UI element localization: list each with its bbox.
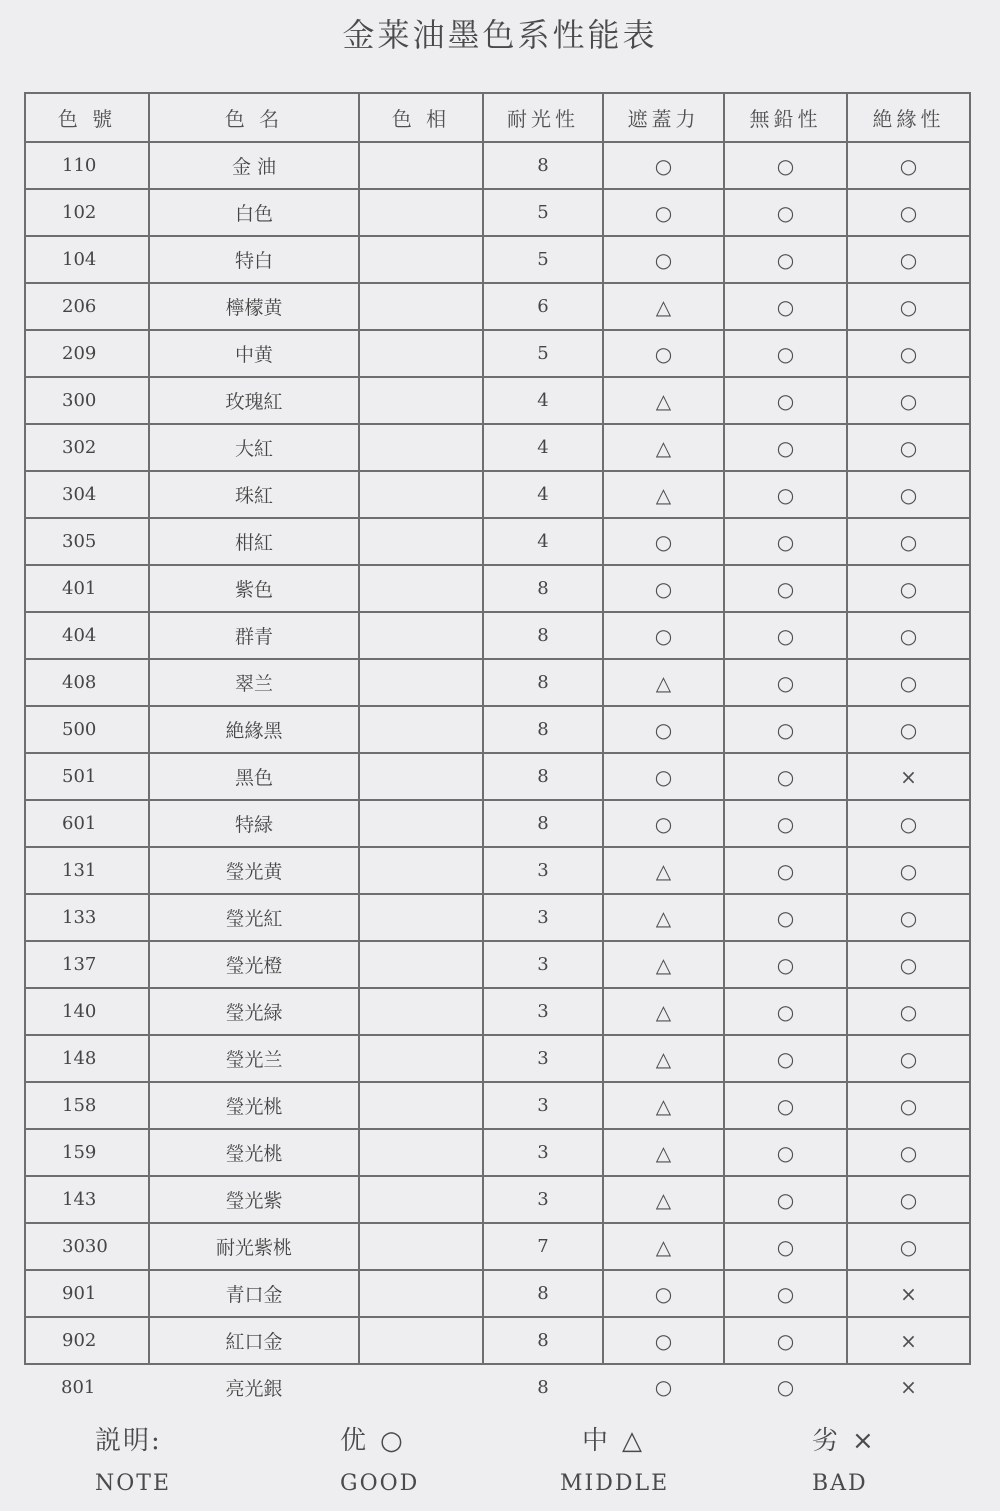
middle-triangle-icon: △: [622, 1426, 645, 1456]
legend-note-en: NOTE: [95, 1471, 172, 1496]
cell-color-code: 401: [25, 565, 149, 612]
legend-good: [340, 1420, 419, 1496]
cell-lead-free: ○: [724, 283, 847, 330]
cell-lead-free: ○: [724, 1317, 847, 1364]
page-title: 金莱油墨色系性能表: [342, 16, 658, 54]
cell-color-name: 青口金: [149, 1270, 359, 1317]
cell-opacity: ○: [603, 753, 724, 800]
cell-color-code: 209: [25, 330, 149, 377]
header-hue: 色 相: [359, 93, 483, 142]
cell-hue: [359, 1364, 483, 1409]
cell-insulation: ○: [847, 988, 970, 1035]
legend: [0, 1420, 1000, 1510]
cell-insulation: ○: [847, 518, 970, 565]
cell-insulation: ○: [847, 377, 970, 424]
table-row: [25, 471, 970, 518]
cell-color-name: 玫瑰紅: [149, 377, 359, 424]
cell-insulation: ×: [900, 1375, 917, 1399]
header-lightfastness: 耐光性: [483, 93, 603, 142]
cell-lead-free: ○: [724, 800, 847, 847]
cell-color-name: 中黄: [149, 330, 359, 377]
cell-insulation: ○: [847, 283, 970, 330]
table-row: [25, 706, 970, 753]
cell-color-name: 特緑: [149, 800, 359, 847]
cell-color-name: 絶緣黑: [149, 706, 359, 753]
cell-lead-free: ○: [724, 330, 847, 377]
cell-lightfastness: 8: [483, 1270, 603, 1317]
table-row: [25, 565, 970, 612]
cell-insulation: ○: [847, 800, 970, 847]
cell-insulation: ○: [847, 1035, 970, 1082]
cell-color-code: 404: [25, 612, 149, 659]
table-row: [25, 424, 970, 471]
cell-lightfastness: 5: [483, 330, 603, 377]
cell-hue: [359, 330, 483, 377]
cell-color-code: 302: [25, 424, 149, 471]
cell-insulation: ○: [847, 894, 970, 941]
cell-insulation: ○: [847, 659, 970, 706]
table-row: [25, 1176, 970, 1223]
legend-middle-en: MIDDLE: [560, 1471, 670, 1496]
cell-color-code: 304: [25, 471, 149, 518]
cell-insulation: ○: [847, 612, 970, 659]
cell-opacity: △: [603, 847, 724, 894]
cell-opacity: △: [603, 659, 724, 706]
cell-insulation: ○: [847, 847, 970, 894]
cell-hue: [359, 471, 483, 518]
cell-hue: [359, 894, 483, 941]
cell-lead-free: ○: [724, 612, 847, 659]
cell-color-name: 翠兰: [149, 659, 359, 706]
cell-lead-free: ○: [776, 1375, 795, 1399]
cell-color-name: 群青: [149, 612, 359, 659]
cell-hue: [359, 142, 483, 189]
table-row: [25, 1317, 970, 1364]
cell-color-name: 瑩光桃: [149, 1129, 359, 1176]
cell-lightfastness: 8: [483, 753, 603, 800]
cell-lightfastness: 8: [537, 1376, 549, 1398]
cell-lead-free: ○: [724, 847, 847, 894]
cell-color-name: 瑩光桃: [149, 1082, 359, 1129]
cell-color-name: 瑩光橙: [149, 941, 359, 988]
cell-hue: [359, 189, 483, 236]
cell-color-code: 131: [25, 847, 149, 894]
cell-opacity: ○: [603, 565, 724, 612]
cell-hue: [359, 1270, 483, 1317]
cell-lightfastness: 8: [483, 142, 603, 189]
table-row: [25, 800, 970, 847]
cell-lead-free: ○: [724, 377, 847, 424]
cell-hue: [359, 424, 483, 471]
cell-lightfastness: 4: [483, 471, 603, 518]
cell-lead-free: ○: [724, 1270, 847, 1317]
cell-opacity: △: [603, 988, 724, 1035]
header-opacity: 遮蓋力: [603, 93, 724, 142]
cell-opacity: △: [603, 1035, 724, 1082]
header-color-code: 色 號: [25, 93, 149, 142]
cell-lightfastness: 4: [483, 377, 603, 424]
cell-lead-free: ○: [724, 988, 847, 1035]
cell-color-name: 瑩光紫: [149, 1176, 359, 1223]
cell-color-code: 901: [25, 1270, 149, 1317]
cell-lightfastness: 6: [483, 283, 603, 330]
cell-lightfastness: 3: [483, 941, 603, 988]
cell-color-name: 柑紅: [149, 518, 359, 565]
cell-opacity: ○: [603, 1317, 724, 1364]
cell-color-code: 159: [25, 1129, 149, 1176]
table-row: [25, 988, 970, 1035]
good-circle-icon: ○: [380, 1426, 405, 1456]
cell-lead-free: ○: [724, 1035, 847, 1082]
bad-cross-icon: ×: [852, 1426, 876, 1456]
cell-lightfastness: 8: [483, 1317, 603, 1364]
cell-color-code: 501: [25, 753, 149, 800]
cell-color-code: 137: [25, 941, 149, 988]
cell-color-code: 143: [25, 1176, 149, 1223]
cell-lead-free: ○: [724, 471, 847, 518]
cell-color-name: 瑩光黄: [149, 847, 359, 894]
cell-insulation: ○: [847, 471, 970, 518]
table-row: [25, 1223, 970, 1270]
cell-opacity: △: [603, 377, 724, 424]
cell-hue: [359, 1176, 483, 1223]
cell-hue: [359, 283, 483, 330]
table-row: [25, 377, 970, 424]
cell-lead-free: ○: [724, 424, 847, 471]
cell-lightfastness: 5: [483, 236, 603, 283]
cell-color-code: 3030: [25, 1223, 149, 1270]
cell-opacity: △: [603, 894, 724, 941]
cell-color-name: 金 油: [149, 142, 359, 189]
table-row: [25, 330, 970, 377]
cell-opacity: ○: [603, 189, 724, 236]
cell-color-code: 601: [25, 800, 149, 847]
cell-insulation: ○: [847, 189, 970, 236]
cell-hue: [359, 988, 483, 1035]
cell-color-name: 瑩光緑: [149, 988, 359, 1035]
cell-hue: [359, 800, 483, 847]
cell-opacity: △: [603, 1223, 724, 1270]
cell-hue: [359, 1317, 483, 1364]
cell-insulation: ○: [847, 1223, 970, 1270]
cell-opacity: △: [603, 424, 724, 471]
table-row: [25, 236, 970, 283]
cell-hue: [359, 1223, 483, 1270]
table-row: [25, 518, 970, 565]
cell-lightfastness: 8: [483, 612, 603, 659]
cell-lightfastness: 3: [483, 988, 603, 1035]
cell-color-name: 耐光紫桃: [149, 1223, 359, 1270]
cell-color-code: 104: [25, 236, 149, 283]
cell-lightfastness: 8: [483, 800, 603, 847]
cell-hue: [359, 1129, 483, 1176]
table-row: [25, 847, 970, 894]
header-lead-free: 無鉛性: [724, 93, 847, 142]
cell-lead-free: ○: [724, 1176, 847, 1223]
cell-color-code: 408: [25, 659, 149, 706]
legend-note: [95, 1420, 171, 1496]
cell-color-name: 紅口金: [149, 1317, 359, 1364]
table-row: [25, 659, 970, 706]
cell-lightfastness: 8: [483, 659, 603, 706]
cell-insulation: ×: [847, 753, 970, 800]
cell-hue: [359, 1035, 483, 1082]
cell-opacity: ○: [603, 706, 724, 753]
cell-color-code: 140: [25, 988, 149, 1035]
legend-middle-zh: 中: [582, 1426, 611, 1456]
ink-performance-table: [24, 92, 971, 1409]
cell-color-code: 801: [61, 1376, 96, 1398]
table-body: [25, 142, 970, 1409]
cell-hue: [359, 612, 483, 659]
cell-lead-free: ○: [724, 1129, 847, 1176]
cell-color-code: 902: [25, 1317, 149, 1364]
cell-lightfastness: 3: [483, 1176, 603, 1223]
cell-opacity: △: [603, 1082, 724, 1129]
cell-insulation: ○: [847, 1129, 970, 1176]
cell-opacity: ○: [603, 330, 724, 377]
cell-lightfastness: 4: [483, 424, 603, 471]
cell-hue: [359, 706, 483, 753]
cell-insulation: ○: [847, 706, 970, 753]
legend-good-zh: 优: [340, 1426, 369, 1456]
cell-hue: [359, 941, 483, 988]
cell-lead-free: ○: [724, 518, 847, 565]
legend-bad: [812, 1420, 876, 1496]
cell-opacity: ○: [603, 142, 724, 189]
cell-insulation: ○: [847, 424, 970, 471]
cell-lead-free: ○: [724, 659, 847, 706]
cell-opacity: ○: [603, 612, 724, 659]
cell-color-name: 白色: [149, 189, 359, 236]
cell-lightfastness: 3: [483, 847, 603, 894]
cell-opacity: △: [603, 1176, 724, 1223]
cell-lightfastness: 3: [483, 1082, 603, 1129]
cell-lightfastness: 4: [483, 518, 603, 565]
cell-opacity: △: [603, 941, 724, 988]
cell-insulation: ×: [847, 1317, 970, 1364]
cell-lead-free: ○: [724, 1223, 847, 1270]
cell-color-name: 大紅: [149, 424, 359, 471]
cell-color-name: 瑩光紅: [149, 894, 359, 941]
legend-good-en: GOOD: [340, 1471, 420, 1496]
cell-lightfastness: 3: [483, 894, 603, 941]
cell-hue: [359, 518, 483, 565]
cell-lead-free: ○: [724, 941, 847, 988]
cell-lead-free: ○: [724, 189, 847, 236]
cell-hue: [359, 659, 483, 706]
cell-lightfastness: 7: [483, 1223, 603, 1270]
cell-opacity: △: [603, 1129, 724, 1176]
cell-color-name: 瑩光兰: [149, 1035, 359, 1082]
table-row: [25, 941, 970, 988]
cell-lightfastness: 8: [483, 706, 603, 753]
cell-lightfastness: 8: [483, 565, 603, 612]
cell-insulation: ○: [847, 236, 970, 283]
legend-note-zh: 説明:: [95, 1426, 162, 1456]
cell-lead-free: ○: [724, 1082, 847, 1129]
table-row: [25, 753, 970, 800]
cell-insulation: ○: [847, 330, 970, 377]
cell-color-code: 300: [25, 377, 149, 424]
table-row: [25, 1270, 970, 1317]
table-row: [25, 612, 970, 659]
cell-lead-free: ○: [724, 706, 847, 753]
cell-color-name: 檸檬黄: [149, 283, 359, 330]
cell-insulation: ×: [847, 1270, 970, 1317]
cell-color-code: 158: [25, 1082, 149, 1129]
table-row: [25, 189, 970, 236]
table-header-row: [25, 93, 970, 142]
cell-opacity: ○: [654, 1375, 673, 1399]
table-row: [25, 1035, 970, 1082]
cell-color-code: 500: [25, 706, 149, 753]
cell-color-code: 102: [25, 189, 149, 236]
cell-insulation: ○: [847, 1082, 970, 1129]
cell-color-code: 305: [25, 518, 149, 565]
cell-lead-free: ○: [724, 565, 847, 612]
cell-lightfastness: 3: [483, 1129, 603, 1176]
cell-color-name: 紫色: [149, 565, 359, 612]
cell-opacity: △: [603, 283, 724, 330]
header-insulation: 絶緣性: [847, 93, 970, 142]
cell-lightfastness: 5: [483, 189, 603, 236]
cell-lead-free: ○: [724, 236, 847, 283]
cell-hue: [359, 565, 483, 612]
cell-lead-free: ○: [724, 894, 847, 941]
cell-insulation: ○: [847, 142, 970, 189]
cell-hue: [359, 236, 483, 283]
cell-color-name: 特白: [149, 236, 359, 283]
cell-hue: [359, 847, 483, 894]
cell-color-code: 206: [25, 283, 149, 330]
cell-hue: [359, 1082, 483, 1129]
cell-insulation: ○: [847, 1176, 970, 1223]
cell-opacity: ○: [603, 236, 724, 283]
table-row: [25, 894, 970, 941]
cell-color-code: 133: [25, 894, 149, 941]
legend-bad-zh: 劣: [812, 1426, 841, 1456]
cell-insulation: ○: [847, 565, 970, 612]
cell-color-name: 珠紅: [149, 471, 359, 518]
cell-opacity: ○: [603, 518, 724, 565]
legend-bad-en: BAD: [812, 1471, 868, 1496]
cell-opacity: ○: [603, 1270, 724, 1317]
cell-lightfastness: 3: [483, 1035, 603, 1082]
table-row: [25, 283, 970, 330]
legend-middle: [560, 1420, 669, 1496]
header-color-name: 色 名: [149, 93, 359, 142]
cell-color-name: 黑色: [149, 753, 359, 800]
table-row: [25, 1082, 970, 1129]
cell-opacity: ○: [603, 800, 724, 847]
cell-hue: [359, 377, 483, 424]
cell-color-name: 亮光銀: [225, 1377, 283, 1400]
cell-hue: [359, 753, 483, 800]
cell-insulation: ○: [847, 941, 970, 988]
cell-lead-free: ○: [724, 753, 847, 800]
cell-color-code: 110: [25, 142, 149, 189]
cell-color-code: 148: [25, 1035, 149, 1082]
table-row: [25, 1364, 970, 1409]
table-row: [25, 142, 970, 189]
table-row: [25, 1129, 970, 1176]
cell-opacity: △: [603, 471, 724, 518]
cell-lead-free: ○: [724, 142, 847, 189]
